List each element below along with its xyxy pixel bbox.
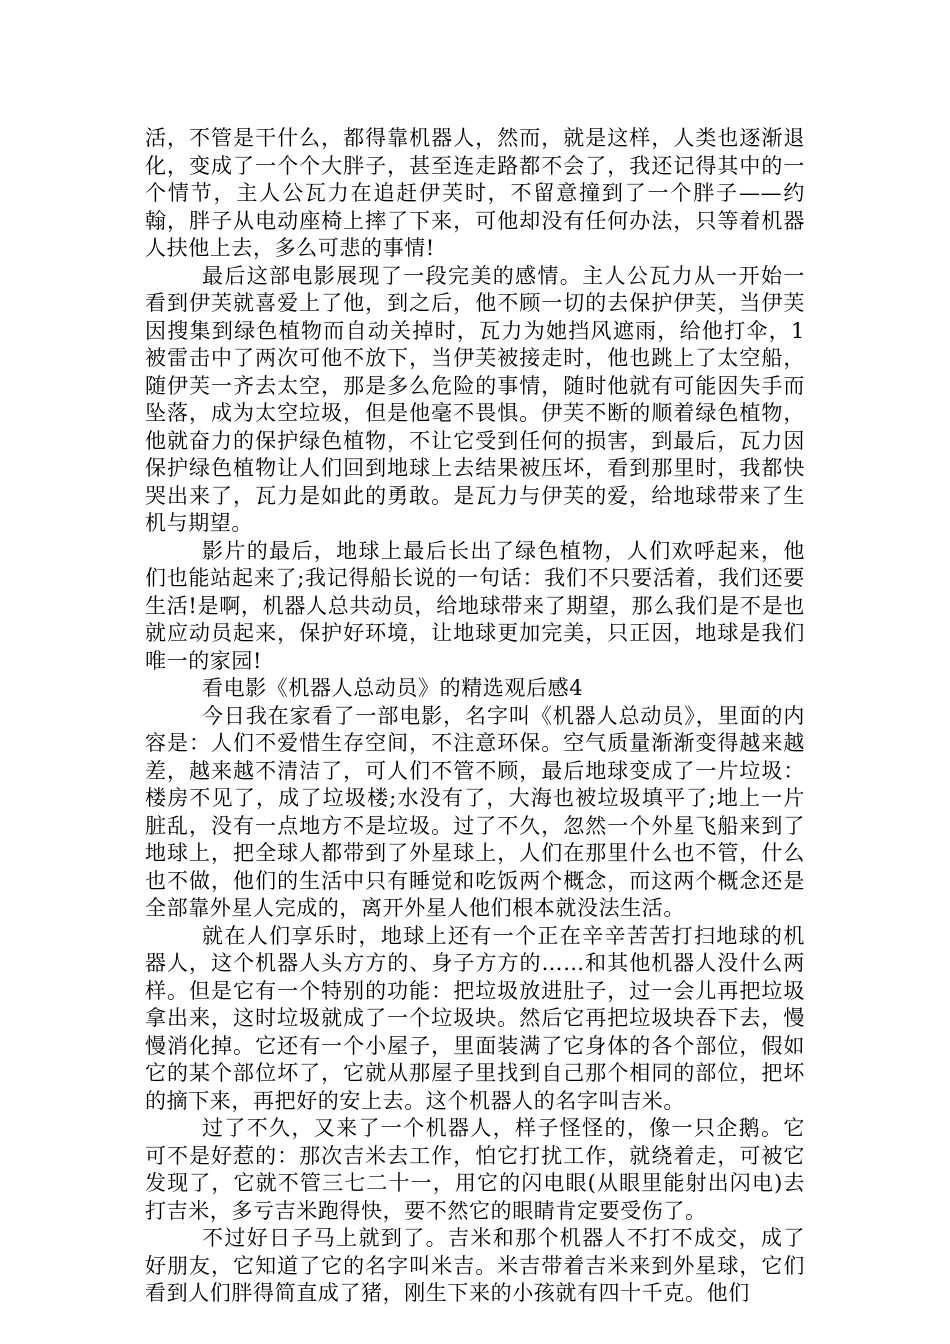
- document-page: [145, 125, 805, 1308]
- paragraph-7: 不过好日子马上就到了。吉米和那个机器人不打不成交，成了好朋友，它知道了它的名字叫米吉。米吉带着吉米来到外星球，它们看到人们胖得简直成了猪，刚生下来的小孩就有四十千克。他们: [145, 1226, 805, 1305]
- paragraph-4: 今日我在家看了一部电影，名字叫《机器人总动员》，里面的内容是：人们不爱惜生存空间，不注意环保。空气质量渐渐变得越来越差，越来越不清洁了，可人们不管不顾，最后地球变成了一片垃圾：楼房不见了，成了垃圾楼;水没有了，大海也被垃圾填平了;地上一片脏乱，没有一点地方不是垃圾。过了不久，忽然一个外星飞船来到了地球上，把全球人都带到了外星球上，人们在那里什么也不管，什么也不做，他们的生活中只有睡觉和吃饭两个概念，而这两个概念还是全部靠外星人完成的，离开外星人他们根本就没法生活。: [145, 703, 805, 920]
- paragraph-2: 最后这部电影展现了一段完美的感情。主人公瓦力从一开始一看到伊芙就喜爱上了他，到之后，他不顾一切的去保护伊芙，当伊芙因搜集到绿色植物而自动关掉时，瓦力为她挡风遮雨，给他打伞，1被雷击中了两次可他不放下，当伊芙被接走时，他也跳上了太空船，随伊芙一齐去太空，那是多么危险的事情，随时他就有可能因失手而坠落，成为太空垃圾，但是他毫不畏惧。伊芙不断的顺着绿色植物，他就奋力的保护绿色植物，不让它受到任何的损害，到最后，瓦力因保护绿色植物让人们回到地球上去结果被压坏，看到那里时，我都快哭出来了，瓦力是如此的勇敢。是瓦力与伊芙的爱，给地球带来了生机与期望。: [145, 263, 805, 535]
- paragraph-1: 活，不管是干什么，都得靠机器人，然而，就是这样，人类也逐渐退化，变成了一个个大胖子，甚至连走路都不会了，我还记得其中的一个情节，主人公瓦力在追赶伊芙时，不留意撞到了一个胖子——约翰，胖子从电动座椅上摔了下来，可他却没有任何办法，只等着机器人扶他上去，多么可悲的事情!: [145, 126, 805, 260]
- section-heading: 看电影《机器人总动员》的精选观后感4: [202, 676, 584, 700]
- paragraph-5: 就在人们享乐时，地球上还有一个正在辛辛苦苦打扫地球的机器人，这个机器人头方方的、身子方方的……和其他机器人没什么两样。但是它有一个特别的功能：把垃圾放进肚子，过一会儿再把垃圾拿出来，这时垃圾就成了一个垃圾块。然后它再把垃圾块吞下去，慢慢消化掉。它还有一个小屋子，里面装满了它身体的各个部位，假如它的某个部位坏了，它就从那屋子里找到自己那个相同的部位，把坏的摘下来，再把好的安上去。这个机器人的名字叫吉米。: [145, 923, 805, 1113]
- paragraph-6: 过了不久，又来了一个机器人，样子怪怪的，像一只企鹅。它可不是好惹的：那次吉米去工作，怕它打扰工作，就绕着走，可被它发现了，它就不管三七二十一，用它的闪电眼(从眼里能射出闪电)去打吉米，多亏吉米跑得快，要不然它的眼睛肯定要受伤了。: [145, 1116, 805, 1223]
- paragraph-3: 影片的最后，地球上最后长出了绿色植物，人们欢呼起来，他们也能站起来了;我记得船长说的一句话：我们不只要活着，我们还要生活!是啊，机器人总共动员，给地球带来了期望，那么我们是不是也就应动员起来，保护好环境，让地球更加完美，只正因，地球是我们唯一的家园!: [145, 538, 805, 673]
